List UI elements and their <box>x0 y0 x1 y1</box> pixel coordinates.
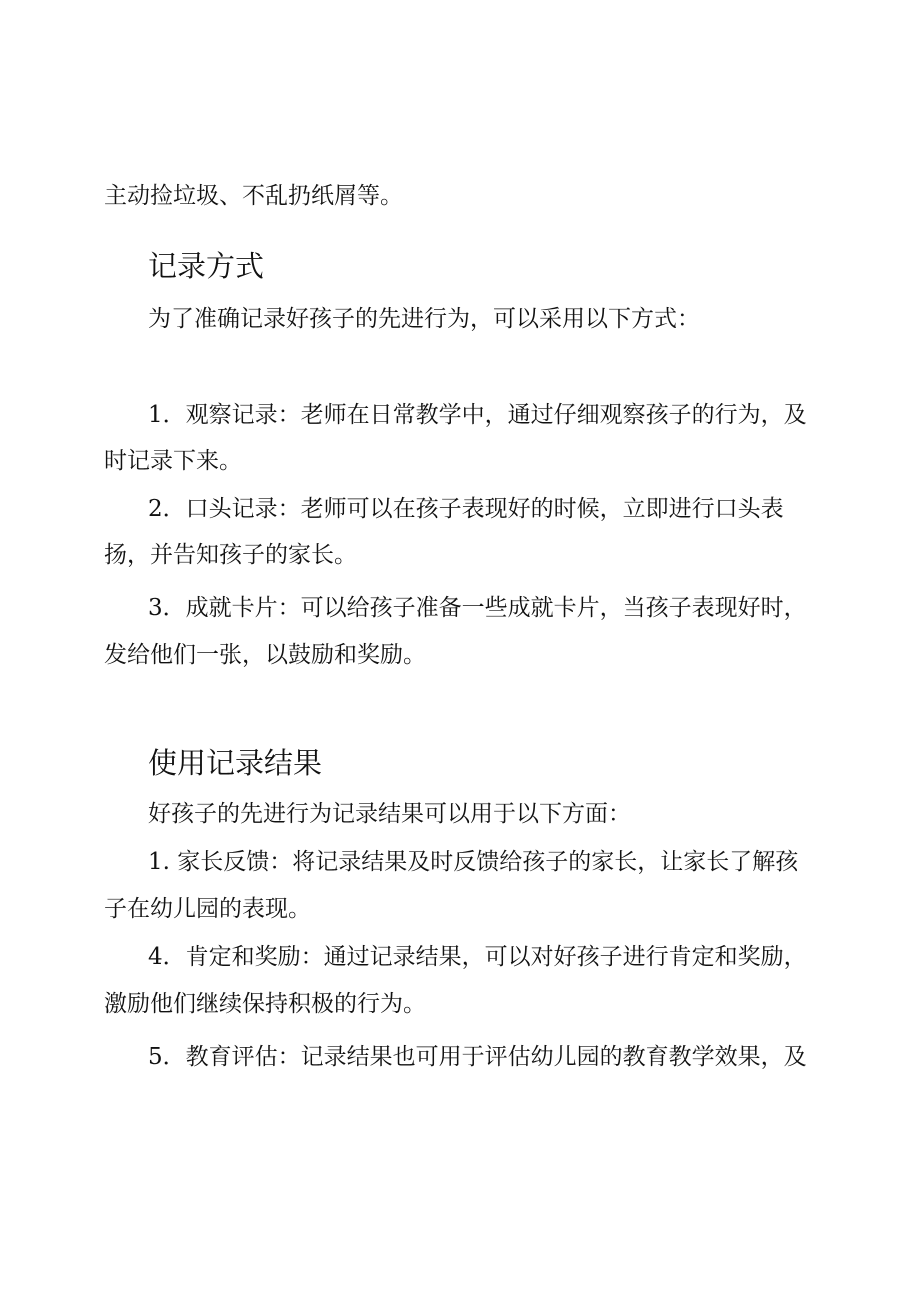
list-item-observation-line1: 1．观察记录：老师在日常教学中，通过仔细观察孩子的行为，及 <box>148 402 807 428</box>
list-item-verbal-line2: 扬，并告知孩子的家长。 <box>104 542 357 568</box>
list-item-parent-feedback-line1: 1. 家长反馈：将记录结果及时反馈给孩子的家长，让家长了解孩 <box>148 849 799 875</box>
section-heading-use-results: 使用记录结果 <box>148 746 323 780</box>
list-item-observation-line2: 时记录下来。 <box>104 448 242 474</box>
list-item-achievement-card-line1: 3．成就卡片：可以给孩子准备一些成就卡片，当孩子表现好时， <box>148 595 807 621</box>
continuation-paragraph: 主动捡垃圾、不乱扔纸屑等。 <box>104 183 403 209</box>
section-intro-record-method: 为了准确记录好孩子的先进行为，可以采用以下方式： <box>148 306 700 332</box>
list-item-praise-reward-line1: 4．肯定和奖励：通过记录结果，可以对好孩子进行肯定和奖励， <box>148 944 807 970</box>
list-item-praise-reward-line2: 激励他们继续保持积极的行为。 <box>104 991 426 1017</box>
list-item-parent-feedback-line2: 子在幼儿园的表现。 <box>104 896 311 922</box>
section-intro-use-results: 好孩子的先进行为记录结果可以用于以下方面： <box>148 801 631 827</box>
section-heading-record-method: 记录方式 <box>148 249 265 283</box>
list-item-achievement-card-line2: 发给他们一张，以鼓励和奖励。 <box>104 642 426 668</box>
list-item-verbal-line1: 2．口头记录：老师可以在孩子表现好的时候，立即进行口头表 <box>148 496 784 522</box>
list-item-education-evaluation-line1: 5．教育评估：记录结果也可用于评估幼儿园的教育教学效果，及 <box>148 1044 807 1070</box>
